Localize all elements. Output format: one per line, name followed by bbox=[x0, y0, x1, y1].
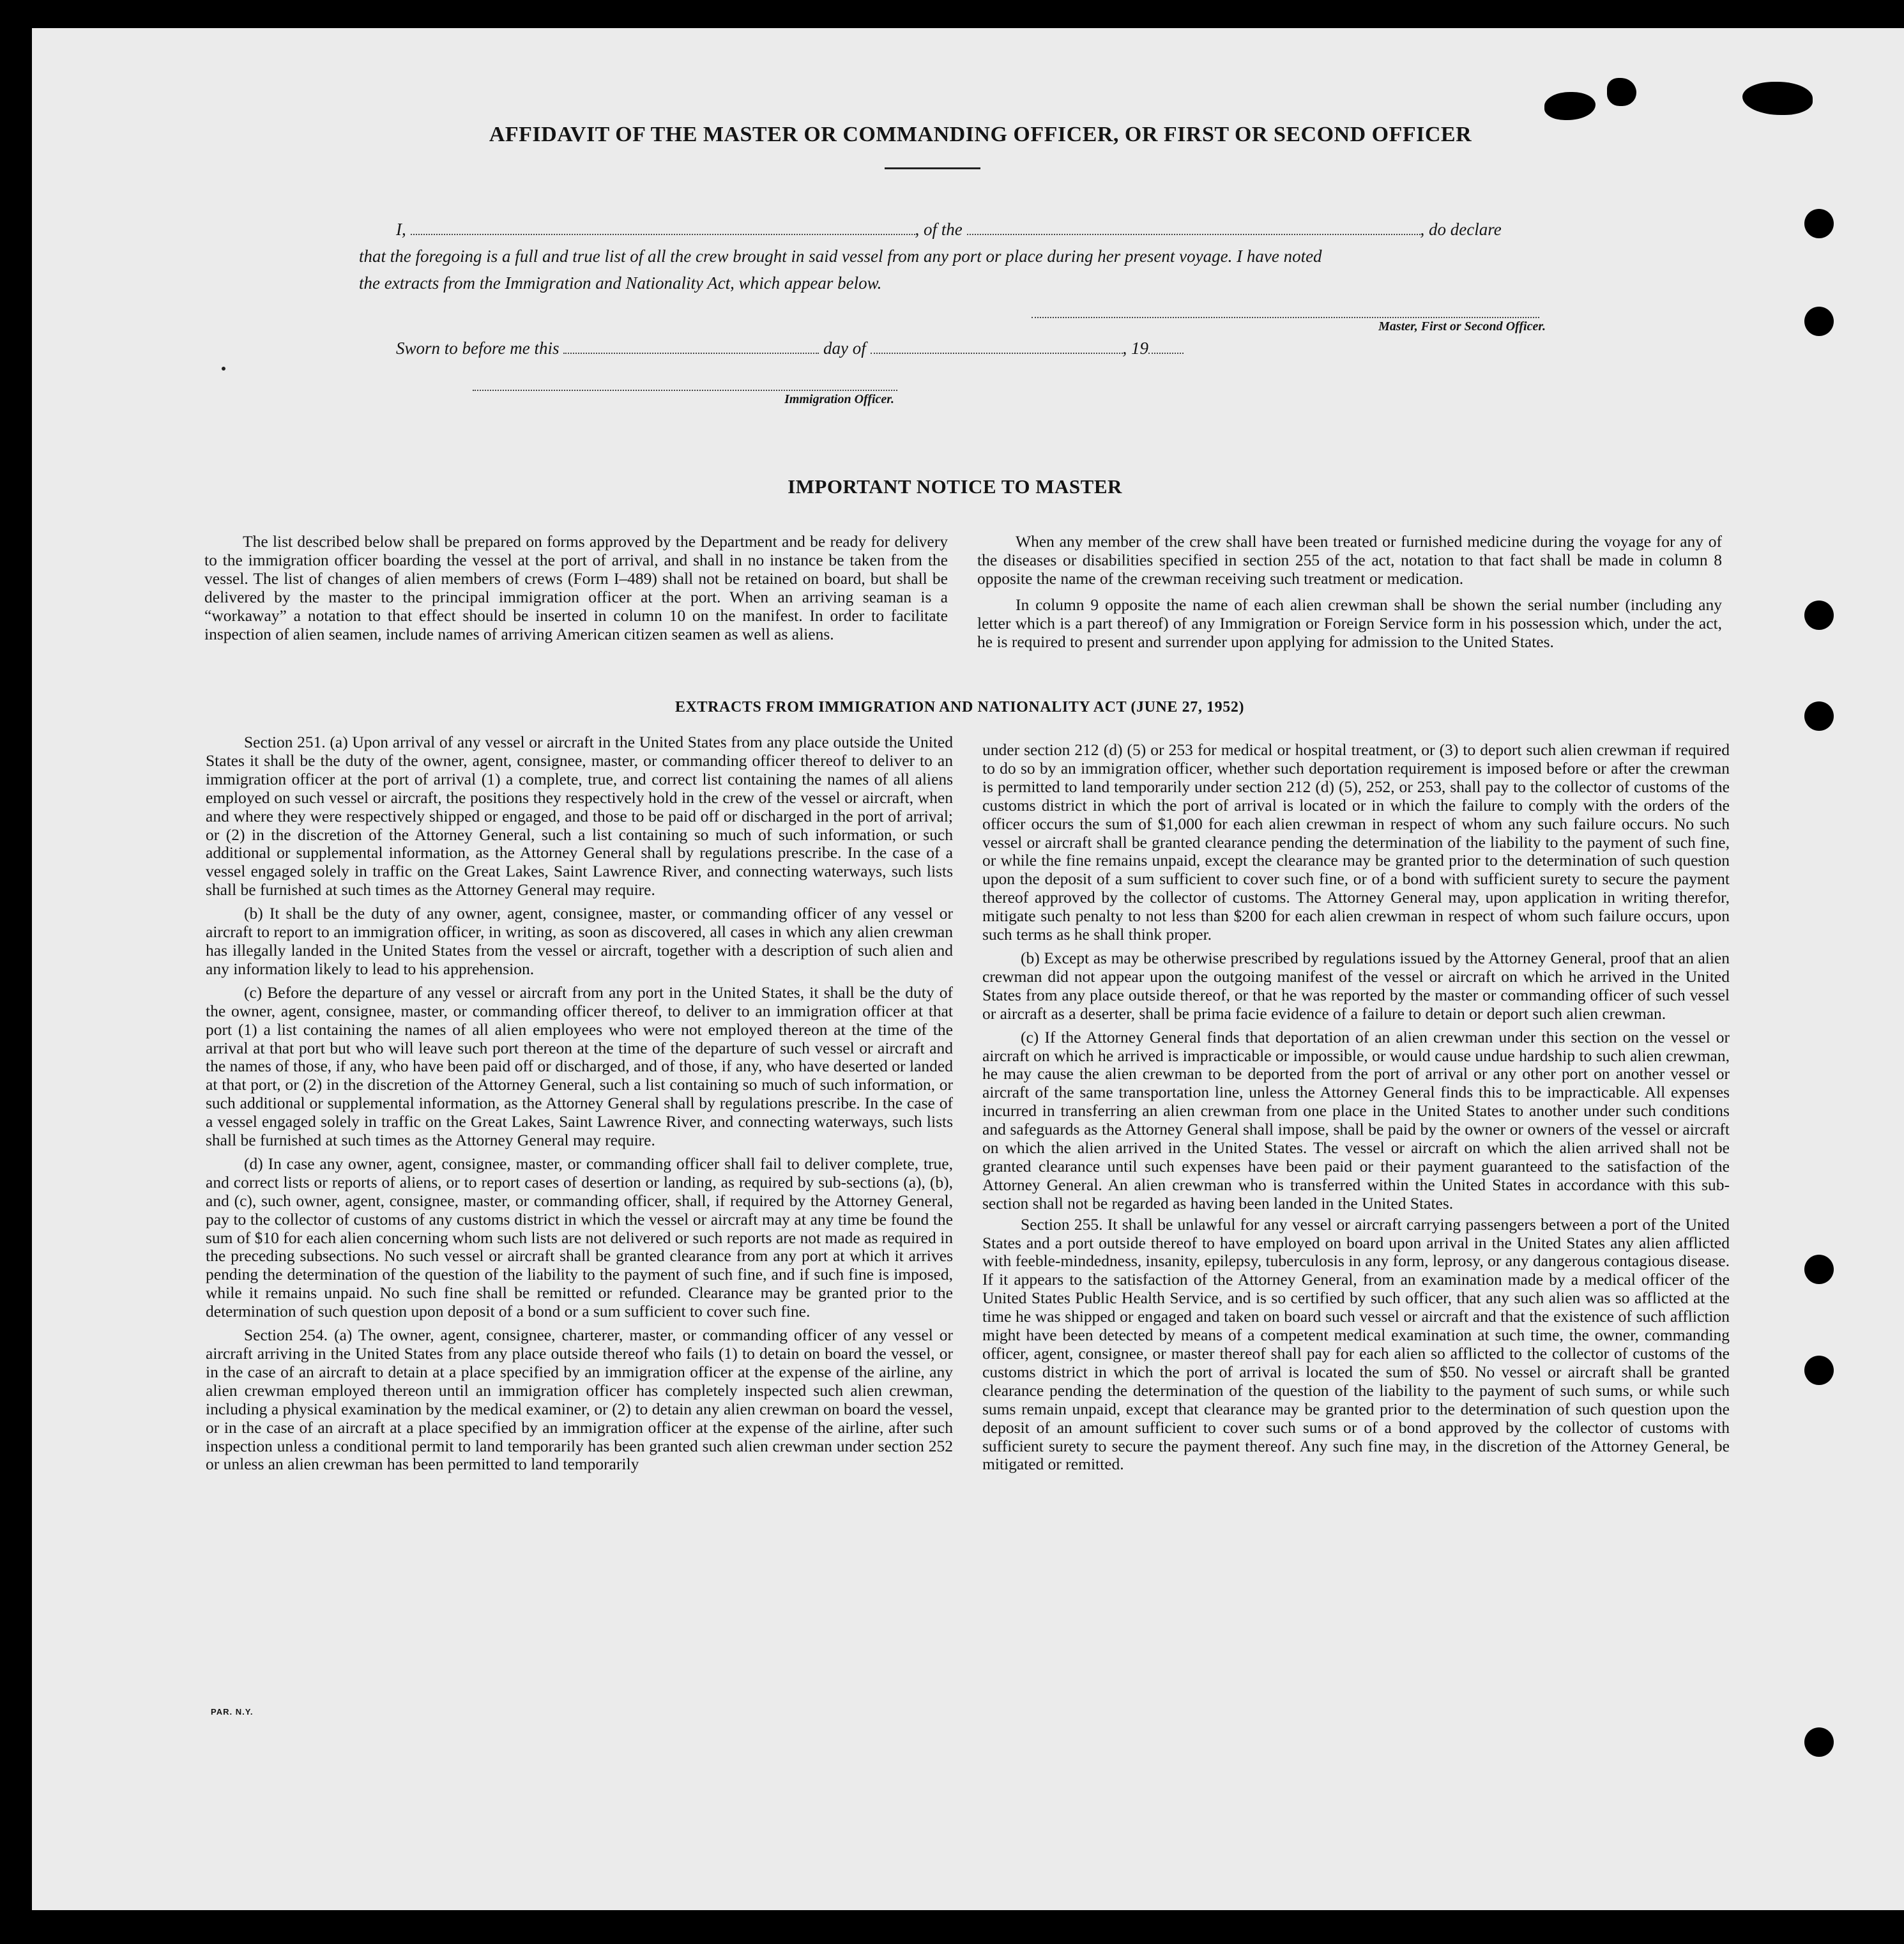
section-251-d: (d) In case any owner, agent, consignee, master, or commanding officer shall fail to deliver complete, true, and correct lists or reports of aliens, or to report cases of desertion or landing, as required by sub-sections (a), (b), and (c), such owner, agent, consignee, master, or commanding officer, shall, if required by the Attorney General, pay to the collector of customs of any customs district in which the vessel or aircraft may at any time be found the sum of $10 for each alien concerning whom such lists are not delivered or such reports are not made as required in the preceding subsections. No such vessel or aircraft shall be granted clearance from any port at which it arrives pending the determination of the question of the liability to the payment of such fine, and if such fine is imposed, while it remains unpaid. No such fine shall be remitted or refunded. Clearance may be granted prior to the determination of such question upon deposit of a bond or a sum sufficient to cover such fine. bbox=[206, 1154, 953, 1321]
section-251-b: (b) It shall be the duty of any owner, agent, consignee, master, or commanding officer of any vessel or aircraft to report to an immigration officer, in writing, as soon as discovered, all cases in which any alien crewman has illegally landed in the United States from the vessel or aircraft, together with a description of such alien and any information likely to lead to his apprehension. bbox=[206, 904, 953, 978]
punch-hole-icon bbox=[1804, 307, 1834, 336]
notice-left-column bbox=[204, 533, 948, 643]
day-of-text: day of bbox=[823, 339, 866, 358]
affidavit-declare: , do declare bbox=[1420, 220, 1502, 239]
affidavit-i: I, bbox=[396, 220, 406, 239]
notice-right-column bbox=[977, 533, 1722, 651]
ink-blot-icon bbox=[1607, 78, 1636, 106]
section-254-a-continued: under section 212 (d) (5) or 253 for medical or hospital treatment, or (3) to deport such alien crewman if required to do so by an immigration officer, whether such deportation requirement is imposed before or after the crewman is permitted to land temporarily under section 212 (d) (5), 252, or 253, shall pay to the collector of customs of the customs district in which the port of arrival is located or in which the failure to comply with the orders of the officer occurs the sum of $1,000 for each alien crewman in respect of whom any such failure occurs. No such vessel or aircraft shall be granted clearance pending the determination of the liability to the payment of such fine, or while the fine remains unpaid, except the clearance may be granted prior to the determination of such question upon the deposit of a sum sufficient to cover such fine, or of a bond with sufficient surety to secure the payment thereof approved by the collector of customs. The Attorney General may, upon application in writing therefor, mitigate such penalty to not less than $200 for each alien crewman in respect of whom such failure occurs, upon such terms as he shall think proper. bbox=[982, 740, 1730, 944]
sworn-line bbox=[396, 339, 1290, 358]
name-blank[interactable] bbox=[411, 230, 915, 235]
punch-hole-icon bbox=[1804, 701, 1834, 731]
extracts-title: EXTRACTS FROM IMMIGRATION AND NATIONALITY ACT (JUNE 27, 1952) bbox=[674, 699, 1245, 716]
affidavit-title: AFFIDAVIT OF THE MASTER OR COMMANDING OFFICER, OR FIRST OR SECOND OFFICER bbox=[489, 123, 1472, 146]
affidavit-line-3: the extracts from the Immigration and Nationality Act, which appear below. bbox=[359, 273, 882, 293]
sworn-day-blank[interactable] bbox=[563, 349, 819, 354]
extracts-left-column bbox=[206, 733, 953, 1474]
punch-hole-icon bbox=[1804, 601, 1834, 630]
section-255: Section 255. It shall be unlawful for any vessel or aircraft carrying passengers between a port of the United States and a port outside thereof to have employed on board upon arrival in the United States any alien afflicted with feeble-mindedness, insanity, epilepsy, tuberculosis in any form, leprosy, or any dangerous contagious disease. If it appears to the satisfaction of the Attorney General, from an examination made by a medical officer of the United States Public Health Service, and is so certified by such officer, that any such alien was so afflicted at the time he was shipped or engaged and taken on board such vessel or aircraft and that the existence of such affliction might have been detected by means of a competent medical examination at such time, the owner, commanding officer, agent, consignee, or master thereof shall pay for each alien so afflicted to the collector of customs of the customs district in which the port of arrival is located the sum of $50. No vessel or aircraft shall be granted clearance pending the determination of the question of the liability to the payment of such sums, or while such sums remain unpaid, except that clearance may be granted prior to the determination of such question upon the deposit of an amount sufficient to cover such sums or of a bond approved by the collector of customs with sufficient surety to secure the payment thereof. Any such fine may, in the discretion of the Attorney General, be mitigated or remitted. bbox=[982, 1214, 1730, 1474]
notice-right-paragraph-2: In column 9 opposite the name of each alien crewman shall be shown the serial number (including any letter which is a part thereof) of any Immigration or Foreign Service form in his possession which, under the act, he is required to present and surrender upon applying for admission to the United States. bbox=[977, 595, 1722, 651]
notice-title: IMPORTANT NOTICE TO MASTER bbox=[788, 475, 1122, 498]
stray-mark bbox=[222, 367, 225, 371]
section-251-a: Section 251. (a) Upon arrival of any vessel or aircraft in the United States from any place outside the United States it shall be the duty of the owner, agent, consignee, master, or commanding officer thereof to deliver to an immigration officer at the port of arrival (1) a complete, true, and correct list containing the names of all aliens employed on such vessel or aircraft, the positions they respectively hold in the crew of the vessel or aircraft, when and where they were respectively shipped or engaged, and those to be paid off or discharged in the port of arrival; or (2) in the discretion of the Attorney General, such a list containing so much of such information, or such additional or supplemental information, as the Attorney General shall by regulations prescribe. In the case of a vessel engaged solely in traffic on the Great Lakes, Saint Lawrence River, and connecting waterways, such lists shall be furnished at such times as the Attorney General may require. bbox=[206, 733, 953, 899]
punch-hole-icon bbox=[1804, 1356, 1834, 1385]
printer-mark: PAR. N.Y. bbox=[211, 1707, 254, 1717]
affidavit-of-the: , of the bbox=[915, 220, 963, 239]
sworn-year-blank[interactable] bbox=[1148, 349, 1184, 354]
form-page bbox=[32, 28, 1904, 1910]
sworn-month-blank[interactable] bbox=[871, 349, 1123, 354]
section-254-b: (b) Except as may be otherwise prescribed by regulations issued by the Attorney General, proof that an alien crewman did not appear upon the outgoing manifest of the vessel or aircraft on which he arrived in the United States from any place outside thereof, or that he was reported by the master or commanding officer of such vessel or aircraft as a deserter, shall be prima facie evidence of a failure to detain or deport such alien crewman. bbox=[982, 948, 1730, 1023]
ink-blot-icon bbox=[1742, 82, 1813, 115]
affidavit-line-1 bbox=[396, 220, 1584, 240]
section-254-a: Section 254. (a) The owner, agent, consignee, charterer, master, or commanding officer of any vessel or aircraft arriving in the United States from any place outside thereof who fails (1) to detain on board the vessel, or in the case of an aircraft to detain at a place specified by an immigration officer at the expense of the airline, any alien crewman employed thereon until an immigration officer has completely inspected such alien crewman, including a physical examination by the medical examiner, or (2) to detain any alien crewman on board the vessel, or in the case of an aircraft at a place specified by an immigration officer at the expense of the airline, after such inspection unless a conditional permit to land temporarily has been granted such alien crewman under section 252 or unless an alien crewman has been permitted to land temporarily bbox=[206, 1326, 953, 1474]
title-rule bbox=[885, 167, 980, 169]
notice-right-paragraph-1: When any member of the crew shall have been treated or furnished medicine during the voyage for any of the diseases or disabilities specified in section 255 of the act, notation to that fact shall be made in column 8 opposite the name of the crewman receiving such treatment or medication. bbox=[977, 532, 1722, 588]
vessel-blank[interactable] bbox=[967, 230, 1420, 235]
punch-hole-icon bbox=[1804, 1255, 1834, 1284]
sworn-text: Sworn to before me this bbox=[396, 339, 560, 358]
notice-left-paragraph: The list described below shall be prepared on forms approved by the Department and be ready for delivery to the immigration officer boarding the vessel at the port of arrival, and shall in no instance be taken from the vessel. The list of changes of alien members of crews (Form I–489) shall not be retained on board, but shall be delivered by the master to the principal immigration officer at the port. When an arriving seaman is a “workaway” a notation to that effect should be inserted in column 10 on the manifest. In order to facilitate inspection of alien seamen, include names of arriving American citizen seamen as well as aliens. bbox=[204, 532, 948, 643]
officer-signature-line[interactable] bbox=[473, 390, 897, 391]
master-signature-label: Master, First or Second Officer. bbox=[1378, 319, 1546, 333]
officer-signature-label: Immigration Officer. bbox=[784, 392, 894, 406]
section-251-c: (c) Before the departure of any vessel or aircraft from any port in the United States, it shall be the duty of the owner, agent, consignee, master, or commanding officer thereof, to deliver to an immigration officer at that port (1) a list containing the names of all alien employees who were not employed thereon at the time of the arrival at that port but who will leave such port thereon at the time of the departure of such vessel or aircraft and the names of those, if any, who have been paid off or discharged, and of those, if any, who have deserted or landed at that port, or (2) in the discretion of the Attorney General, such a list containing so much of such information, or such additional or supplemental information, as the Attorney General shall by regulations prescribe. In the case of a vessel engaged solely in traffic on the Great Lakes, Saint Lawrence River, and connecting waterways, such lists shall be furnished at such times as the Attorney General may require. bbox=[206, 983, 953, 1150]
ink-blot-icon bbox=[1544, 92, 1596, 120]
affidavit-line-2: that the foregoing is a full and true list of all the crew brought in said vessel from any port or place during her present voyage. I have noted bbox=[359, 247, 1322, 266]
year-text: , 19 bbox=[1122, 339, 1148, 358]
section-254-c: (c) If the Attorney General finds that deportation of an alien crewman under this section on the vessel or aircraft on which he arrived is impracticable or impossible, or would cause undue hardship to such alien crewman, he may cause the alien crewman to be deported from the port of arrival or any other port on another vessel or aircraft of the same transportation line, unless the Attorney General finds this to be impracticable. All expenses incurred in transferring an alien crewman from one place in the United States to another under such conditions and safeguards as the Attorney General shall impose, shall be paid by the owner or owners of the vessel or aircraft on which the alien arrived in the United States. The vessel or aircraft on which the alien arrived shall not be granted clearance until such expenses have been paid or their payment guaranteed to the satisfaction of the Attorney General. An alien crewman who is transferred within the United States in accordance with this sub-section shall not be regarded as having been landed in the United States. bbox=[982, 1027, 1730, 1213]
extracts-right-column bbox=[982, 741, 1730, 1474]
master-signature-line[interactable] bbox=[1032, 317, 1539, 318]
punch-hole-icon bbox=[1804, 1727, 1834, 1757]
punch-hole-icon bbox=[1804, 209, 1834, 238]
